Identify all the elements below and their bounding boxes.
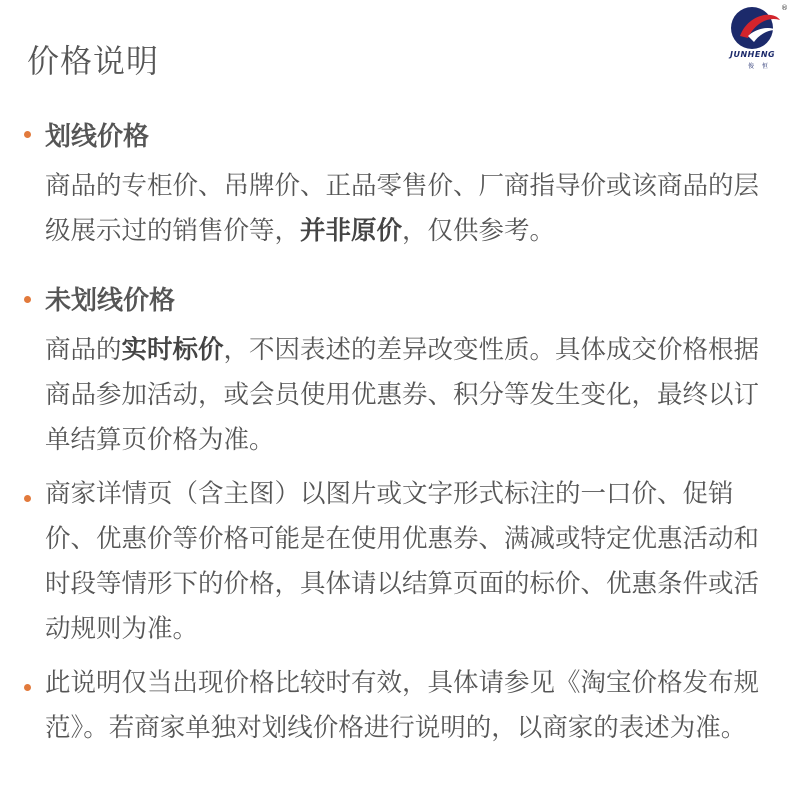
bullet-icon: [24, 495, 31, 502]
paragraph-line: 商品参加活动，或会员使用优惠券、积分等发生变化，最终以订: [45, 380, 760, 410]
paragraph-line: 范》。若商家单独对划线价格进行说明的，以商家的表述为准。: [45, 713, 747, 743]
registered-mark: ®: [781, 4, 788, 12]
bullet-icon: [24, 296, 31, 303]
paragraph-line: 商品的专柜价、吊牌价、正品零售价、厂商指导价或该商品的层: [45, 171, 760, 201]
paragraph-line: 单结算页价格为准。: [45, 425, 275, 455]
paragraph-line: 此说明仅当出现价格比较时有效，具体请参见《淘宝价格发布规: [45, 668, 760, 698]
text-run: ，不因表述的差异改变性质。具体成交价格根据: [223, 335, 760, 365]
brand-logo: [718, 6, 790, 72]
section-paragraph: [45, 661, 775, 751]
emphasis-text: 实时标价: [121, 335, 224, 365]
paragraph-line: 动规则为准。: [45, 614, 199, 644]
bullet-icon: [24, 131, 31, 138]
brand-subtitle: 俊 恒: [748, 63, 771, 70]
section-paragraph: [45, 164, 775, 254]
text-run: ，仅供参考。: [402, 216, 556, 246]
emphasis-text: 并非原价: [300, 216, 403, 246]
paragraph-line: [45, 328, 775, 373]
text-run: 级展示过的销售价等，: [45, 216, 301, 246]
section-paragraph: [45, 472, 775, 652]
page-title: 价格说明: [27, 42, 160, 80]
paragraph-line: 价、优惠价等价格可能是在使用优惠券、满减或特定优惠活动和: [45, 524, 760, 554]
text-run: 商品的: [45, 335, 122, 365]
brand-name: JUNHENG: [730, 50, 776, 59]
section-heading: 划线价格: [45, 122, 150, 152]
paragraph-line: 时段等情形下的价格，具体请以结算页面的标价、优惠条件或活: [45, 569, 760, 599]
paragraph-line: [45, 209, 775, 254]
bullet-icon: [24, 684, 31, 691]
section-paragraph: [45, 328, 775, 463]
section-heading: 未划线价格: [45, 286, 176, 316]
paragraph-line: 商家详情页（含主图）以图片或文字形式标注的一口价、促销: [45, 479, 734, 509]
logo-emblem-icon: [718, 6, 790, 52]
